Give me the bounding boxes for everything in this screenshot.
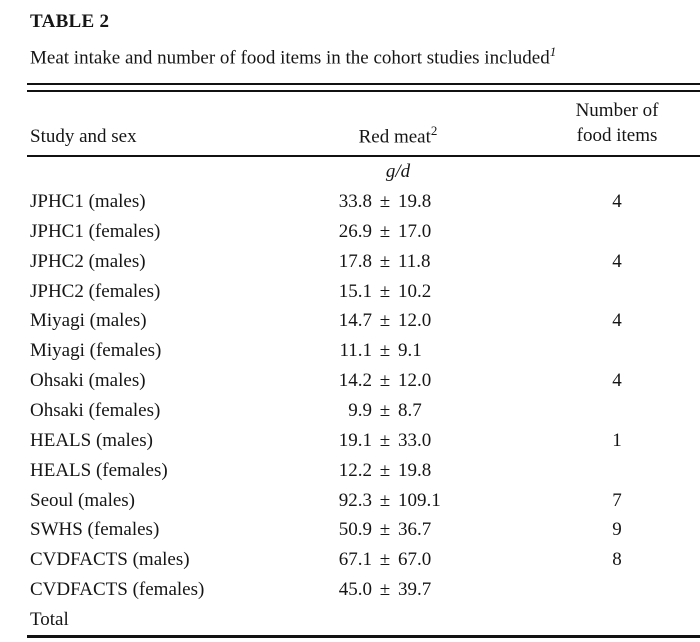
plus-minus-sign: ± — [379, 459, 391, 481]
study-cell: SWHS (females) — [30, 519, 160, 541]
sd-value: 109.1 — [398, 489, 441, 511]
red-meat-cell — [323, 460, 473, 482]
mean-value: 33.8 — [338, 191, 372, 213]
red-meat-footnote-mark: 2 — [430, 123, 438, 138]
mean-value: 50.9 — [338, 519, 372, 541]
food-items-cell: 4 — [612, 191, 622, 213]
red-meat-cell — [323, 579, 473, 601]
sd-value: 19.8 — [398, 459, 432, 481]
plus-minus-sign: ± — [379, 340, 391, 362]
plus-minus-sign: ± — [379, 549, 391, 571]
study-cell: Seoul (males) — [30, 489, 136, 511]
caption-footnote-mark: 1 — [549, 44, 557, 59]
food-items-cell: 1 — [612, 429, 622, 451]
mean-value: 11.1 — [339, 340, 372, 362]
plus-minus-sign: ± — [379, 280, 391, 302]
plus-minus-sign: ± — [379, 429, 391, 451]
table-row — [27, 277, 700, 307]
sd-value: 17.0 — [398, 220, 432, 242]
plus-minus-sign: ± — [379, 250, 391, 272]
mean-value: 15.1 — [338, 280, 372, 302]
mean-value: 17.8 — [338, 250, 372, 272]
study-cell: HEALS (males) — [30, 429, 153, 451]
study-cell: Miyagi (females) — [30, 340, 162, 362]
red-meat-cell — [323, 191, 473, 213]
table-row — [27, 605, 700, 635]
food-items-cell: 9 — [612, 519, 622, 541]
sd-value: 19.8 — [398, 191, 432, 213]
plus-minus-sign: ± — [379, 191, 391, 213]
plus-minus-sign: ± — [379, 370, 391, 392]
mean-value: 26.9 — [338, 220, 372, 242]
study-cell: CVDFACTS (males) — [30, 549, 190, 571]
column-header-red-meat — [323, 123, 473, 148]
table-row — [27, 396, 700, 426]
mean-value: 67.1 — [338, 549, 372, 571]
sd-value: 9.1 — [398, 340, 422, 362]
mean-value: 14.7 — [338, 310, 372, 332]
red-meat-cell — [323, 340, 473, 362]
red-meat-cell — [323, 430, 473, 452]
food-items-cell: 7 — [612, 489, 622, 511]
sd-value: 10.2 — [398, 280, 432, 302]
table-row — [27, 366, 700, 396]
table-body — [27, 157, 700, 635]
sd-value: 67.0 — [398, 549, 432, 571]
study-cell: CVDFACTS (females) — [30, 579, 205, 601]
sd-value: 36.7 — [398, 519, 432, 541]
sd-value: 8.7 — [398, 400, 422, 421]
red-meat-header-text: Red meat — [358, 126, 431, 148]
red-meat-cell — [323, 490, 473, 512]
column-header-study-and-sex: Study and sex — [30, 126, 137, 148]
food-items-cell: 4 — [612, 370, 622, 392]
red-meat-cell — [323, 400, 473, 422]
red-meat-cell — [323, 281, 473, 303]
table-caption — [27, 39, 700, 71]
plus-minus-sign: ± — [379, 400, 391, 421]
sd-value: 11.8 — [398, 250, 431, 272]
top-double-rule — [27, 83, 700, 92]
food-items-cell: 4 — [612, 310, 622, 332]
mean-value: 9.9 — [348, 400, 372, 421]
study-cell: Total — [30, 608, 69, 630]
mean-value: 45.0 — [338, 579, 372, 601]
food-items-cell: 8 — [612, 549, 622, 571]
mean-value: 12.2 — [338, 459, 372, 481]
paper-table — [27, 0, 700, 638]
plus-minus-sign: ± — [379, 489, 391, 511]
study-cell: JPHC2 (females) — [30, 280, 161, 302]
table-row — [27, 247, 700, 277]
plus-minus-sign: ± — [379, 519, 391, 541]
red-meat-cell — [323, 519, 473, 541]
column-header-food-items — [473, 98, 700, 148]
table-row — [27, 515, 700, 545]
food-items-header-line1: Number of — [575, 100, 659, 122]
table-row — [27, 307, 700, 337]
plus-minus-sign: ± — [379, 310, 391, 332]
sd-value: 12.0 — [398, 370, 432, 392]
mean-value: 92.3 — [338, 489, 372, 511]
study-cell: JPHC1 (females) — [30, 220, 161, 242]
table-row — [27, 336, 700, 366]
plus-minus-sign: ± — [379, 579, 391, 601]
mean-value: 19.1 — [338, 429, 372, 451]
food-items-cell: 4 — [612, 250, 622, 272]
unit-row — [27, 157, 700, 187]
study-cell: HEALS (females) — [30, 459, 168, 481]
table-row — [27, 575, 700, 605]
table-row — [27, 426, 700, 456]
sd-value: 39.7 — [398, 579, 432, 601]
red-meat-cell — [323, 251, 473, 273]
food-items-header-line2: food items — [576, 125, 658, 147]
study-cell: Ohsaki (males) — [30, 370, 146, 392]
red-meat-cell — [323, 370, 473, 392]
mean-value: 14.2 — [338, 370, 372, 392]
table-row — [27, 486, 700, 516]
red-meat-cell — [323, 310, 473, 332]
bottom-rule — [27, 635, 700, 638]
table-row — [27, 187, 700, 217]
sd-value: 33.0 — [398, 429, 432, 451]
study-cell: Miyagi (males) — [30, 310, 147, 332]
red-meat-cell — [323, 549, 473, 571]
table-row — [27, 217, 700, 247]
plus-minus-sign: ± — [379, 220, 391, 242]
study-cell: Ohsaki (females) — [30, 400, 161, 421]
table-label: TABLE 2 — [30, 11, 110, 32]
study-cell: JPHC2 (males) — [30, 250, 146, 272]
table-row — [27, 545, 700, 575]
unit-label: g/d — [385, 161, 411, 183]
table-header-row — [27, 92, 700, 155]
red-meat-cell — [323, 221, 473, 243]
table-row — [27, 456, 700, 486]
sd-value: 12.0 — [398, 310, 432, 332]
study-cell: JPHC1 (males) — [30, 191, 146, 213]
table-caption-text: Meat intake and number of food items in the cohort studies included — [30, 47, 550, 69]
